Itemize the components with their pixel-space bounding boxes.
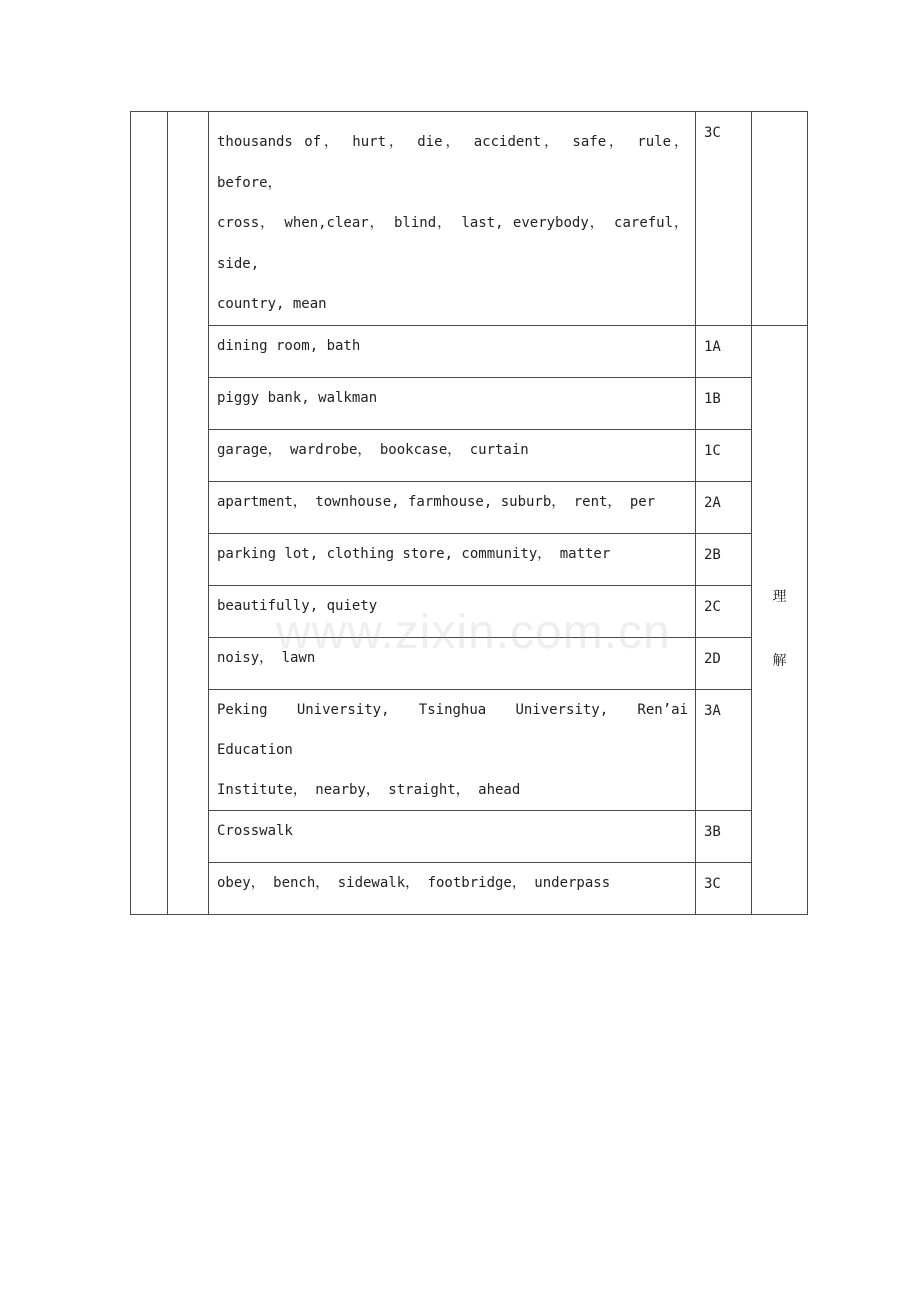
vocabulary-cell <box>209 585 696 637</box>
unit-cell: 2B <box>696 533 752 585</box>
table-row <box>131 810 808 862</box>
vocabulary-line: Peking University, Tsinghua University, Ren’ai Education <box>217 701 688 758</box>
empty-column-1 <box>131 112 168 915</box>
table-row <box>131 533 808 585</box>
empty-column-2 <box>168 112 209 915</box>
unit-cell: 3C <box>696 862 752 914</box>
vocabulary-cell <box>209 810 696 862</box>
watermark: www.zixin.com.cn <box>276 606 671 659</box>
unit-cell: 2A <box>696 481 752 533</box>
table-row <box>131 112 808 326</box>
vocabulary-table <box>130 111 808 915</box>
level-char: 解 <box>772 652 787 669</box>
vocabulary-line: Crosswalk <box>217 822 293 839</box>
vocabulary-line: country, mean <box>217 296 327 312</box>
vocabulary-cell <box>209 533 696 585</box>
unit-cell: 3C <box>696 112 752 326</box>
level-cell <box>752 325 808 914</box>
level-char: 理 <box>772 588 787 605</box>
table-row <box>131 325 808 377</box>
table-row <box>131 429 808 481</box>
table-row <box>131 637 808 689</box>
vocabulary-line: piggy bank, walkman <box>217 389 378 406</box>
unit-cell: 1C <box>696 429 752 481</box>
unit-cell: 1B <box>696 377 752 429</box>
table-row <box>131 689 808 810</box>
unit-cell: 2D <box>696 637 752 689</box>
vocabulary-line: beautifully, quiety <box>217 597 378 614</box>
unit-cell: 1A <box>696 325 752 377</box>
vocabulary-cell <box>209 429 696 481</box>
table-row <box>131 481 808 533</box>
vocabulary-cell <box>209 325 696 377</box>
vocabulary-line: dining room, bath <box>217 337 361 354</box>
table-row <box>131 862 808 914</box>
unit-cell: 2C <box>696 585 752 637</box>
vocabulary-line: garage， wardrobe， bookcase， curtain <box>217 441 529 458</box>
unit-cell: 3B <box>696 810 752 862</box>
vocabulary-line: cross， when,clear， blind， last, everybody， careful， side, <box>217 215 688 272</box>
table-row <box>131 585 808 637</box>
vocabulary-line: parking lot, clothing store, community， matter <box>217 545 611 562</box>
vocabulary-line: obey， bench， sidewalk， footbridge， underpass <box>217 874 611 891</box>
vocabulary-cell <box>209 112 696 326</box>
unit-cell: 3A <box>696 689 752 810</box>
vocabulary-cell <box>209 481 696 533</box>
vocabulary-line: noisy， lawn <box>217 649 316 666</box>
level-cell-empty <box>752 112 808 326</box>
vocabulary-cell <box>209 862 696 914</box>
vocabulary-line: thousands of， hurt， die， accident， safe， rule， before， <box>217 134 688 191</box>
vocabulary-line: apartment， townhouse, farmhouse, suburb， rent， per <box>217 493 656 510</box>
vocabulary-cell <box>209 689 696 810</box>
vocabulary-cell <box>209 377 696 429</box>
vocabulary-cell <box>209 637 696 689</box>
table-row <box>131 377 808 429</box>
vocabulary-line: Institute， nearby， straight， ahead <box>217 781 521 798</box>
